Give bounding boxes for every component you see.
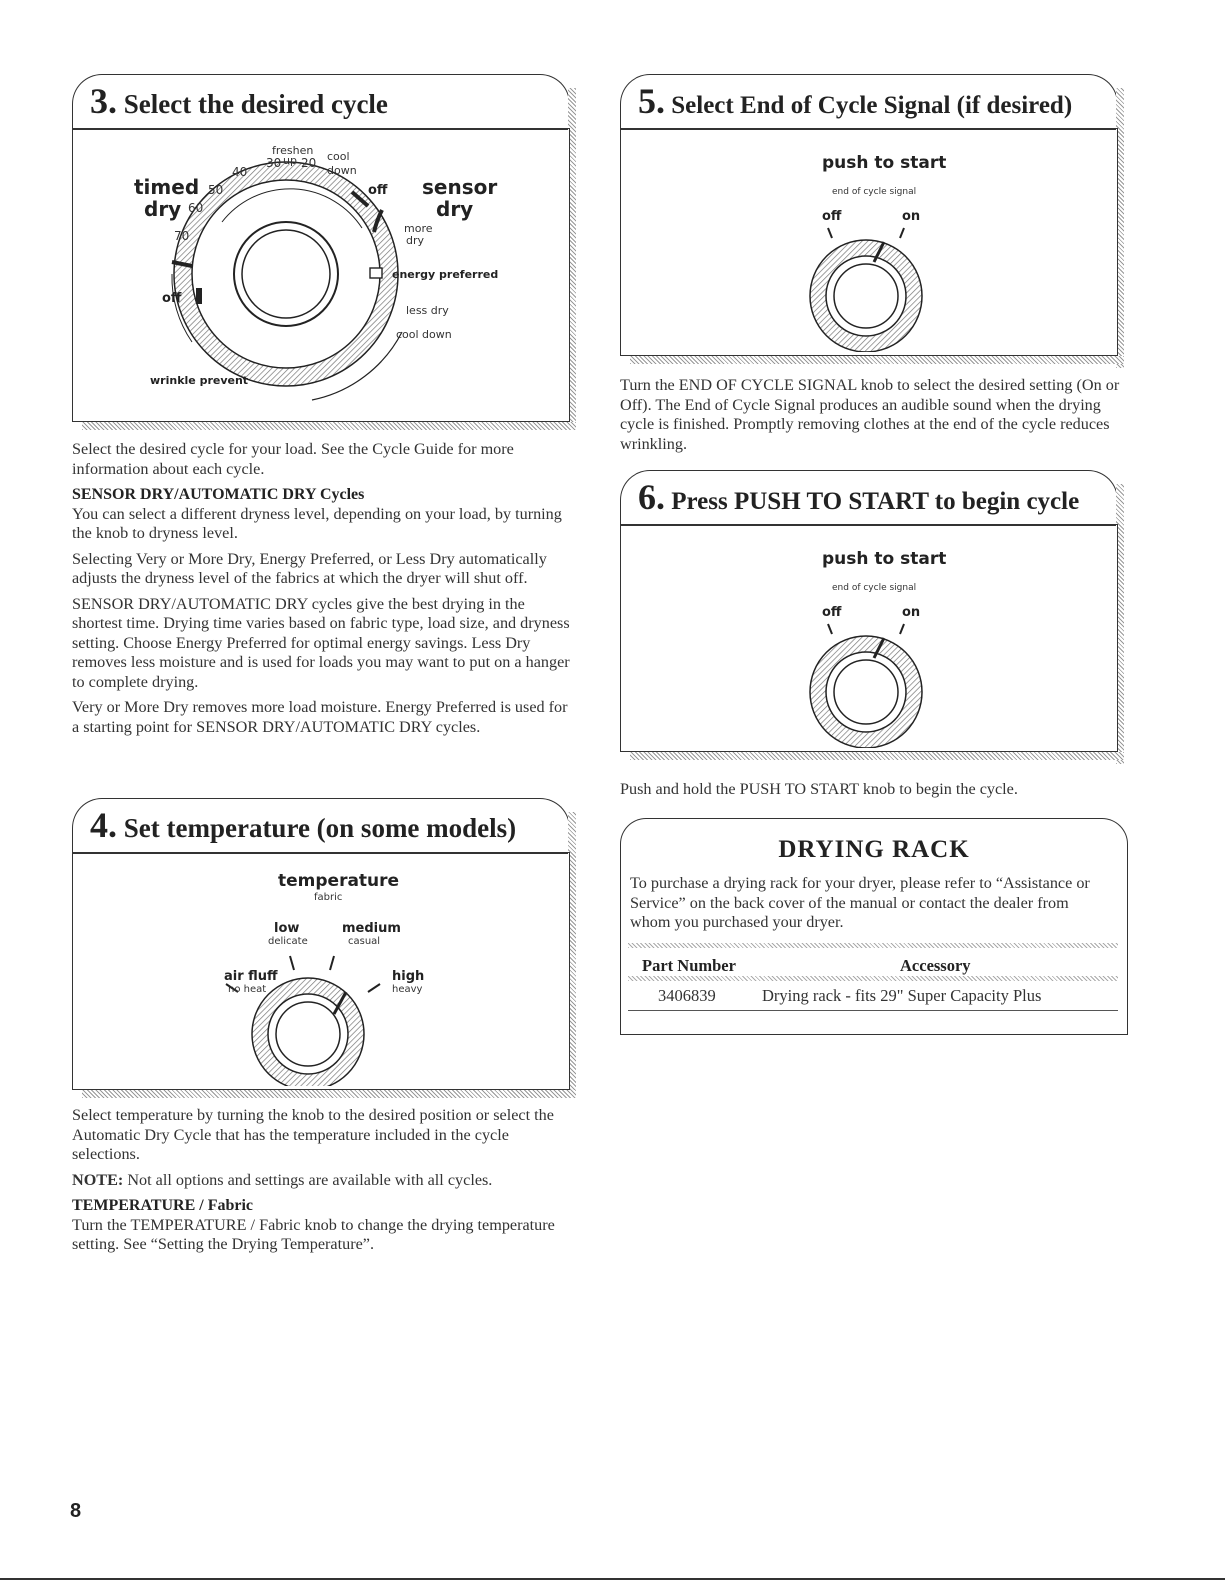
dial-off-top: off [368, 183, 388, 198]
step3-panel [72, 74, 582, 434]
step5-number: 5. [638, 81, 665, 121]
dial-more: more [404, 222, 433, 235]
step6-title [638, 476, 1079, 518]
dial-50: 50 [208, 183, 224, 197]
dial-timed: timed [134, 175, 200, 199]
table-header-accessory: Accessory [900, 956, 971, 975]
step6-p1: Push and hold the PUSH TO START knob to begin the cycle. [620, 780, 1018, 798]
step4-title [90, 804, 516, 846]
step5-title-text: Select End of Cycle Signal (if desired) [671, 92, 1073, 119]
step5-p1: Turn the END OF CYCLE SIGNAL knob to select the desired setting (On or Off). The End of Cycle Signal produces an audible sound when the drying cycle is finished. Promptly removing clothes at the end of the cycle reduces wrinkling. [620, 376, 1120, 453]
dial-low: low [274, 921, 300, 936]
end-of-cycle-dial [620, 132, 1116, 352]
step3-p2: You can select a different dryness level, depending on your load, by turning the knob to dryness level. [72, 504, 562, 542]
table-cell-accessory: Drying rack - fits 29" Super Capacity Plus [762, 986, 1042, 1005]
dial-end-of-cycle-signal: end of cycle signal [832, 187, 917, 197]
dial-up: up [283, 154, 297, 167]
dial-air-fluff: air fluff [224, 969, 278, 984]
dial-high: high [392, 969, 425, 984]
dial-sensor: sensor [422, 175, 498, 199]
drying-rack-panel [620, 818, 1128, 1036]
dial-push-to-start: push to start [822, 549, 947, 569]
table-header-part-number: Part Number [642, 956, 736, 975]
step3-title [90, 80, 388, 122]
step4-note [72, 1171, 572, 1191]
step3-p4: SENSOR DRY/AUTOMATIC DRY cycles give the best drying in the shortest time. Drying time varies based on fabric type, load size, and dryness setting. Choose Energy Preferred for optimal energy savings. Less Dry removes less moisture and is used for loads you may want to put on a hanger to complete drying. [72, 594, 570, 691]
push-to-start-dial [620, 528, 1116, 748]
step3-number: 3. [90, 81, 117, 121]
dial-fabric: fabric [314, 892, 343, 903]
page-bottom-rule [0, 1578, 1225, 1580]
dial-end-of-cycle-signal: end of cycle signal [832, 583, 917, 593]
dial-freshen: freshen [272, 144, 314, 157]
dial-temperature: temperature [278, 871, 400, 891]
step4-title-text: Set temperature (on some models) [123, 813, 517, 843]
step5-text [620, 376, 1120, 454]
dial-off: off [822, 605, 842, 620]
dial-down: down [327, 164, 357, 177]
note-label: NOTE: [72, 1170, 124, 1189]
step4-p1: Select temperature by turning the knob to the desired position or select the Automatic Dry Cycle that has the temperature included in the cycle selections. [72, 1106, 554, 1163]
step5-panel [620, 74, 1130, 374]
dial-dry-left: dry [144, 197, 182, 221]
step4-subhead: TEMPERATURE / Fabric [72, 1197, 254, 1214]
dial-medium: medium [342, 921, 401, 936]
step3-title-text: Select the desired cycle [123, 89, 388, 119]
dial-wrinkle-prevent: wrinkle prevent [150, 374, 249, 387]
cycle-dial [72, 132, 568, 422]
dial-dry-right: dry [436, 197, 474, 221]
step4-p2: Turn the TEMPERATURE / Fabric knob to change the drying temperature setting. See “Setting the Drying Temperature”. [72, 1215, 555, 1253]
step3-subhead: SENSOR DRY/AUTOMATIC DRY Cycles [72, 486, 365, 503]
step4-text [72, 1106, 572, 1255]
drying-rack-title: DRYING RACK [778, 836, 970, 863]
step3-p1: Select the desired cycle for your load. See the Cycle Guide for more information about each cycle. [72, 440, 514, 478]
dial-less-dry: less dry [406, 304, 449, 317]
dial-cool-down: cool down [396, 328, 452, 341]
dial-cool: cool [327, 150, 350, 163]
drying-rack-text: To purchase a drying rack for your dryer, please refer to “Assistance or Service” on the back cover of the manual or contact the dealer from whom you purchased your dryer. [630, 874, 1090, 931]
step6-number: 6. [638, 477, 665, 517]
dial-on: on [902, 605, 921, 620]
dial-30: 30 [266, 156, 282, 170]
step4-note-text: Not all options and settings are available with all cycles. [127, 1170, 493, 1189]
step6-title-text: Press PUSH TO START to begin cycle [671, 488, 1080, 515]
step3-p5: Very or More Dry removes more load moisture. Energy Preferred is used for a starting point for SENSOR DRY/AUTOMATIC DRY cycles. [72, 698, 568, 736]
dial-20: 20 [301, 156, 317, 170]
step4-panel [72, 798, 582, 1098]
dial-off: off [822, 209, 842, 224]
step5-title [638, 80, 1072, 122]
dial-70: 70 [174, 229, 190, 243]
dial-delicate: delicate [268, 936, 308, 947]
step4-number: 4. [90, 805, 117, 845]
step3-text [72, 440, 572, 737]
dial-on: on [902, 209, 921, 224]
step6-text [620, 780, 1120, 800]
dial-push-to-start: push to start [822, 153, 947, 173]
step3-p3: Selecting Very or More Dry, Energy Preferred, or Less Dry automatically adjusts the dryness level of the fabrics at which the dryer will shut off. [72, 549, 547, 587]
temperature-dial [72, 856, 568, 1086]
dial-40: 40 [232, 165, 248, 179]
dial-casual: casual [348, 936, 381, 947]
page-number: 8 [70, 1500, 82, 1522]
dial-more-dry: dry [406, 234, 425, 247]
table-cell-part-number: 3406839 [658, 986, 716, 1005]
dial-60: 60 [188, 201, 204, 215]
dial-off-left: off [162, 291, 182, 306]
dial-no-heat: no heat [228, 984, 267, 995]
step6-panel [620, 470, 1130, 770]
dial-heavy: heavy [392, 984, 423, 995]
dial-energy-preferred: energy preferred [392, 268, 499, 281]
